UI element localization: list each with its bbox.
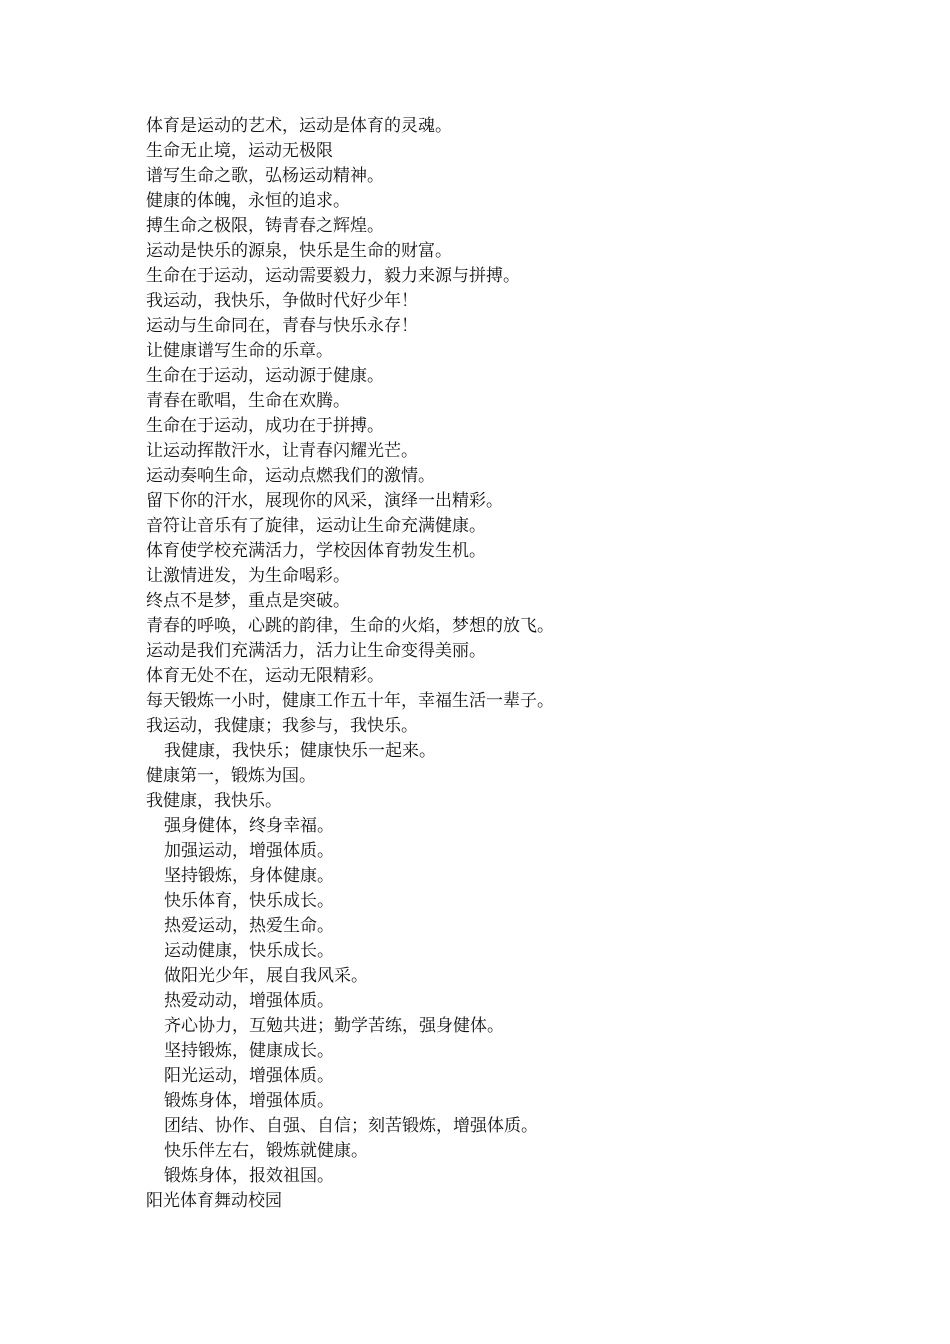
text-line: 阳光体育舞动校园 [146,1191,282,1211]
text-line: 我运动，我快乐，争做时代好少年！ [146,291,418,311]
text-line: 运动健康，快乐成长。 [164,941,334,961]
text-line: 让激情进发，为生命喝彩。 [146,566,350,586]
text-line: 运动是我们充满活力，活力让生命变得美丽。 [146,641,486,661]
text-line: 体育使学校充满活力，学校因体育勃发生机。 [146,541,486,561]
text-line: 锻炼身体，报效祖国。 [164,1166,334,1186]
text-line: 体育是运动的艺术，运动是体育的灵魂。 [146,116,452,136]
text-line: 运动是快乐的源泉，快乐是生命的财富。 [146,241,452,261]
text-line: 我健康，我快乐。 [146,791,282,811]
text-line: 坚持锻炼，身体健康。 [164,866,334,886]
text-line: 谱写生命之歌，弘杨运动精神。 [146,166,384,186]
text-line: 热爱运动，热爱生命。 [164,916,334,936]
text-line: 阳光运动，增强体质。 [164,1066,334,1086]
text-line: 加强运动，增强体质。 [164,841,334,861]
text-line: 青春在歌唱，生命在欢腾。 [146,391,350,411]
text-line: 搏生命之极限，铸青春之辉煌。 [146,216,384,236]
text-line: 健康第一，锻炼为国。 [146,766,316,786]
text-line: 我健康，我快乐；健康快乐一起来。 [164,741,436,761]
text-line: 我运动，我健康；我参与，我快乐。 [146,716,418,736]
text-line: 快乐伴左右，锻炼就健康。 [164,1141,368,1161]
text-line: 团结、协作、自强、自信；刻苦锻炼，增强体质。 [164,1116,538,1136]
text-line: 热爱动动，增强体质。 [164,991,334,1011]
text-line: 让运动挥散汗水，让青春闪耀光芒。 [146,441,418,461]
text-line: 锻炼身体，增强体质。 [164,1091,334,1111]
text-line: 生命无止境，运动无极限 [146,141,333,161]
text-line: 留下你的汗水，展现你的风采，演绎一出精彩。 [146,491,503,511]
text-line: 齐心协力，互勉共进；勤学苦练，强身健体。 [164,1016,504,1036]
text-line: 生命在于运动，成功在于拼搏。 [146,416,384,436]
text-line: 坚持锻炼，健康成长。 [164,1041,334,1061]
text-line: 每天锻炼一小时，健康工作五十年，幸福生活一辈子。 [146,691,554,711]
text-line: 音符让音乐有了旋律，运动让生命充满健康。 [146,516,486,536]
text-line: 运动奏响生命，运动点燃我们的激情。 [146,466,435,486]
text-line: 做阳光少年，展自我风采。 [164,966,368,986]
text-line: 生命在于运动，运动需要毅力，毅力来源与拼搏。 [146,266,520,286]
document-body [146,114,866,1214]
text-line: 青春的呼唤，心跳的韵律，生命的火焰，梦想的放飞。 [146,616,554,636]
text-line: 体育无处不在，运动无限精彩。 [146,666,384,686]
text-line: 强身健体，终身幸福。 [164,816,334,836]
text-line: 生命在于运动，运动源于健康。 [146,366,384,386]
text-line: 让健康谱写生命的乐章。 [146,341,333,361]
text-line: 终点不是梦，重点是突破。 [146,591,350,611]
text-line: 健康的体魄，永恒的追求。 [146,191,350,211]
text-line: 快乐体育，快乐成长。 [164,891,334,911]
text-line: 运动与生命同在，青春与快乐永存！ [146,316,418,336]
